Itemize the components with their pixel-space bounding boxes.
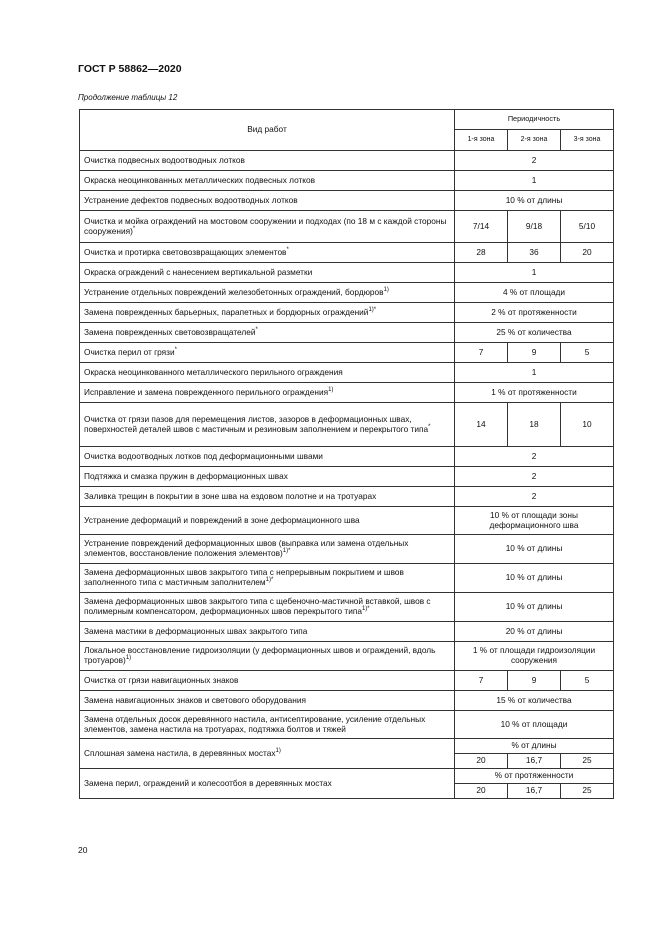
zone-1-value: 28 bbox=[455, 243, 508, 263]
work-type-text: Устранение дефектов подвесных водоотводных лотков bbox=[84, 194, 298, 205]
periodicity-all-zones: 4 % от площади bbox=[455, 283, 614, 303]
table-row bbox=[80, 151, 614, 171]
work-type-cell bbox=[80, 535, 455, 564]
table-row bbox=[80, 769, 614, 784]
periodicity-all-zones: 1 % от протяженности bbox=[455, 383, 614, 403]
header-zone-1: 1-я зона bbox=[455, 130, 508, 151]
work-type-text: Исправление и замена поврежденного перильного ограждения bbox=[84, 386, 329, 397]
table-row bbox=[80, 711, 614, 739]
footnote-mark: 1)* bbox=[282, 548, 291, 555]
work-type-cell bbox=[80, 243, 455, 263]
periodicity-all-zones: 2 bbox=[455, 151, 614, 171]
work-type-text: Замена перил, ограждений и колесоотбоя в деревянных мостах bbox=[84, 777, 332, 788]
zone-1-value: 14 bbox=[455, 403, 508, 447]
unit-cell: % от длины bbox=[455, 739, 614, 754]
work-type-text: Очистка и мойка ограждений на мостовом сооружении и подходах (по 18 м с каждой стороны сооружения) bbox=[84, 215, 447, 236]
work-type-text: Локальное восстановление гидроизоляции (у деформационных швов и ограждений, вдоль тротуаров) bbox=[84, 645, 436, 665]
work-type-cell bbox=[80, 211, 455, 243]
work-type-text: Очистка перил от грязи bbox=[84, 346, 175, 357]
periodicity-all-zones: 1 bbox=[455, 263, 614, 283]
table-row bbox=[80, 507, 614, 535]
work-type-text: Замена деформационных швов закрытого типа с непрерывным покрытием и швов заполненного типа с мастичным заполнителем bbox=[84, 567, 404, 587]
work-type-cell bbox=[80, 507, 455, 535]
work-type-text: Окраска ограждений с нанесением вертикальной разметки bbox=[84, 266, 313, 277]
work-type-cell bbox=[80, 739, 455, 769]
periodicity-all-zones: 15 % от количества bbox=[455, 691, 614, 711]
work-type-text: Очистка от грязи пазов для перемещения листов, зазоров в деформационных швах, поверхностей деталей швов с мастичным и резиновым заполнением и перекрытого типа bbox=[84, 413, 429, 434]
work-type-text: Очистка водоотводных лотков под деформационными швами bbox=[84, 450, 323, 461]
zone-1-value: 7 bbox=[455, 343, 508, 363]
periodicity-all-zones: 1 % от площади гидроизоляции сооружения bbox=[455, 642, 614, 671]
zone-3-value: 5 bbox=[561, 671, 614, 691]
work-type-cell bbox=[80, 711, 455, 739]
periodicity-all-zones: 1 bbox=[455, 363, 614, 383]
periodicity-all-zones: 20 % от длины bbox=[455, 622, 614, 642]
work-type-cell bbox=[80, 671, 455, 691]
table-row bbox=[80, 363, 614, 383]
work-type-cell bbox=[80, 691, 455, 711]
work-type-cell bbox=[80, 191, 455, 211]
table-row bbox=[80, 283, 614, 303]
periodicity-table bbox=[79, 109, 614, 799]
zone-3-value: 10 bbox=[561, 403, 614, 447]
zone-3-value: 5/10 bbox=[561, 211, 614, 243]
footnote-mark: * bbox=[174, 346, 177, 353]
periodicity-all-zones: 2 bbox=[455, 487, 614, 507]
zone-2-value: 9/18 bbox=[508, 211, 561, 243]
work-type-cell bbox=[80, 151, 455, 171]
table-row bbox=[80, 323, 614, 343]
periodicity-all-zones: 10 % от длины bbox=[455, 593, 614, 622]
table-header-row bbox=[80, 110, 614, 130]
zone-1-value: 20 bbox=[455, 754, 508, 769]
table-row bbox=[80, 564, 614, 593]
header-zone-2: 2-я зона bbox=[508, 130, 561, 151]
header-work-type: Вид работ bbox=[80, 110, 455, 151]
header-periodicity: Периодичность bbox=[455, 110, 614, 130]
page-number: 20 bbox=[78, 845, 88, 855]
footnote-mark: 1)* bbox=[368, 306, 377, 313]
footnote-mark: 1) bbox=[275, 747, 281, 754]
footnote-mark: * bbox=[255, 326, 258, 333]
work-type-text: Замена отдельных досок деревянного настила, антисептирование, усиление отдельных элементов, замена настила на тротуарах, подтяжка болтов и тяжей bbox=[84, 713, 426, 734]
table-row bbox=[80, 622, 614, 642]
periodicity-all-zones: 10 % от длины bbox=[455, 191, 614, 211]
table-row bbox=[80, 211, 614, 243]
footnote-mark: * bbox=[428, 423, 431, 430]
work-type-cell bbox=[80, 487, 455, 507]
work-type-text: Окраска неоцинкованных металлических подвесных лотков bbox=[84, 174, 316, 185]
periodicity-all-zones: 25 % от количества bbox=[455, 323, 614, 343]
work-type-text: Замена поврежденных световозвращателей bbox=[84, 326, 256, 337]
zone-1-value: 7 bbox=[455, 671, 508, 691]
periodicity-all-zones: 10 % от длины bbox=[455, 535, 614, 564]
table-row bbox=[80, 447, 614, 467]
work-type-text: Устранение повреждений деформационных швов (выправка или замена отдельных элементов, восстановление положения элементов) bbox=[84, 538, 409, 558]
footnote-mark: * bbox=[132, 225, 136, 232]
table-caption: Продолжение таблицы 12 bbox=[78, 93, 178, 102]
table-row bbox=[80, 535, 614, 564]
table-row bbox=[80, 171, 614, 191]
work-type-cell bbox=[80, 263, 455, 283]
periodicity-all-zones: 10 % от площади bbox=[455, 711, 614, 739]
unit-cell: % от протяженности bbox=[455, 769, 614, 784]
zone-2-value: 9 bbox=[508, 343, 561, 363]
periodicity-all-zones: 2 bbox=[455, 447, 614, 467]
table-row bbox=[80, 303, 614, 323]
work-type-cell bbox=[80, 769, 455, 799]
work-type-cell bbox=[80, 383, 455, 403]
table-row bbox=[80, 263, 614, 283]
work-type-cell bbox=[80, 171, 455, 191]
table-row bbox=[80, 691, 614, 711]
work-type-cell bbox=[80, 303, 455, 323]
work-type-text: Очистка и протирка световозвращающих элементов bbox=[84, 246, 287, 257]
work-type-text: Заливка трещин в покрытии в зоне шва на ездовом полотне и на тротуарах bbox=[84, 490, 377, 501]
zone-2-value: 36 bbox=[508, 243, 561, 263]
periodicity-all-zones: 1 bbox=[455, 171, 614, 191]
work-type-text: Замена мастики в деформационных швах закрытого типа bbox=[84, 625, 308, 636]
footnote-mark: 1) bbox=[383, 286, 389, 293]
work-type-text: Устранение отдельных повреждений железобетонных ограждений, бордюров bbox=[84, 286, 384, 297]
work-type-text: Очистка от грязи навигационных знаков bbox=[84, 674, 239, 685]
work-type-cell bbox=[80, 283, 455, 303]
work-type-text: Замена навигационных знаков и светового оборудования bbox=[84, 694, 306, 705]
zone-3-value: 25 bbox=[561, 754, 614, 769]
zone-2-value: 9 bbox=[508, 671, 561, 691]
work-type-text: Окраска неоцинкованного металлического перильного ограждения bbox=[84, 366, 343, 377]
work-type-cell bbox=[80, 642, 455, 671]
periodicity-all-zones: 10 % от площади зоны деформационного шва bbox=[455, 507, 614, 535]
periodicity-all-zones: 2 bbox=[455, 467, 614, 487]
table-row bbox=[80, 403, 614, 447]
zone-3-value: 20 bbox=[561, 243, 614, 263]
table-row bbox=[80, 593, 614, 622]
footnote-mark: 1)* bbox=[265, 577, 274, 584]
periodicity-all-zones: 10 % от длины bbox=[455, 564, 614, 593]
table-row bbox=[80, 343, 614, 363]
periodicity-all-zones: 2 % от протяженности bbox=[455, 303, 614, 323]
work-type-cell bbox=[80, 622, 455, 642]
work-type-text: Замена деформационных швов закрытого типа с щебеночно-мастичной вставкой, швов с полимерным компенсатором, деформационных швов перекрытого типа bbox=[84, 596, 431, 616]
work-type-cell bbox=[80, 343, 455, 363]
zone-3-value: 5 bbox=[561, 343, 614, 363]
work-type-cell bbox=[80, 564, 455, 593]
work-type-text: Подтяжка и смазка пружин в деформационных швах bbox=[84, 470, 288, 481]
zone-2-value: 16,7 bbox=[508, 784, 561, 799]
footnote-mark: 1)* bbox=[361, 606, 370, 613]
document-standard-number: ГОСТ Р 58862—2020 bbox=[78, 63, 182, 75]
zone-1-value: 7/14 bbox=[455, 211, 508, 243]
table-row bbox=[80, 467, 614, 487]
work-type-cell bbox=[80, 323, 455, 343]
zone-2-value: 18 bbox=[508, 403, 561, 447]
work-type-text: Устранение деформаций и повреждений в зоне деформационного шва bbox=[84, 514, 360, 525]
table-row bbox=[80, 243, 614, 263]
work-type-cell bbox=[80, 467, 455, 487]
table-row bbox=[80, 383, 614, 403]
work-type-cell bbox=[80, 447, 455, 467]
table-body bbox=[80, 151, 614, 799]
work-type-text: Очистка подвесных водоотводных лотков bbox=[84, 154, 245, 165]
table-row bbox=[80, 191, 614, 211]
work-type-cell bbox=[80, 593, 455, 622]
table-row bbox=[80, 671, 614, 691]
work-type-cell bbox=[80, 363, 455, 383]
header-zone-3: 3-я зона bbox=[561, 130, 614, 151]
work-type-text: Замена поврежденных барьерных, парапетных и бордюрных ограждений bbox=[84, 306, 369, 317]
footnote-mark: * bbox=[286, 246, 289, 253]
footnote-mark: 1) bbox=[328, 386, 334, 393]
zone-1-value: 20 bbox=[455, 784, 508, 799]
footnote-mark: 1) bbox=[125, 655, 132, 662]
table-row bbox=[80, 739, 614, 754]
zone-3-value: 25 bbox=[561, 784, 614, 799]
table-row bbox=[80, 642, 614, 671]
work-type-cell bbox=[80, 403, 455, 447]
zone-2-value: 16,7 bbox=[508, 754, 561, 769]
work-type-text: Сплошная замена настила, в деревянных мостах bbox=[84, 747, 276, 758]
table-row bbox=[80, 487, 614, 507]
